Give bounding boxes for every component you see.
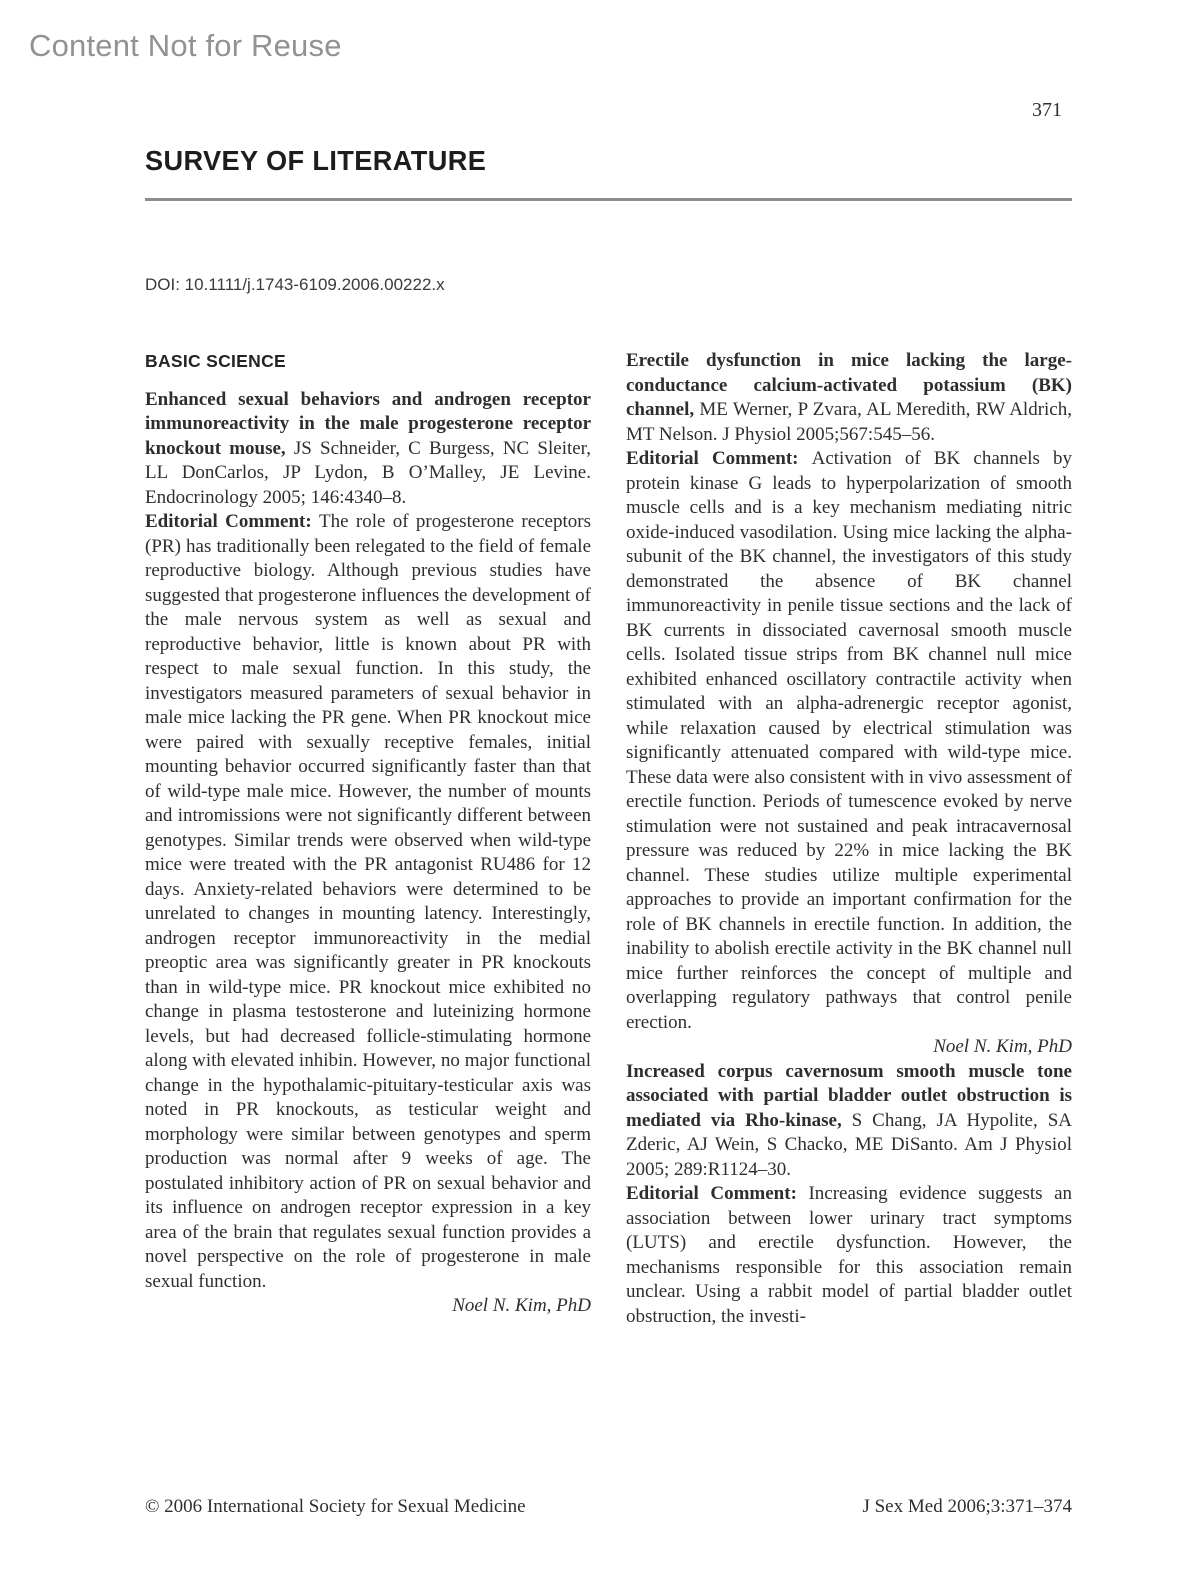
- article-citation: ME Werner, P Zvara, AL Meredith, RW Aldrich, MT Nelson. J Physiol 2005;567:545–56.: [626, 399, 1072, 445]
- editorial-comment-paragraph: [626, 1182, 1072, 1329]
- right-column: [626, 349, 1072, 1329]
- article-title-paragraph: [145, 388, 591, 511]
- editorial-comment-label: Editorial Comment:: [626, 1183, 809, 1204]
- doi-line: DOI: 10.1111/j.1743-6109.2006.00222.x: [145, 275, 445, 294]
- article-title: Erectile dysfunction in mice lacking the large-conductance calcium-activated potassium (BK) channel,: [626, 350, 1072, 420]
- editor-signature: Noel N. Kim, PhD: [452, 1295, 591, 1316]
- left-column: [145, 349, 591, 1319]
- footer-copyright: © 2006 International Society for Sexual Medicine: [145, 1496, 526, 1517]
- article-title: Enhanced sexual behaviors and androgen receptor immunoreactivity in the male progesterone receptor knockout mouse,: [145, 388, 591, 459]
- article-citation: JS Schneider, C Burgess, NC Sleiter, LL DonCarlos, JP Lydon, B O’Malley, JE Levine. Endocrinology 2005; 146:4340–8.: [145, 437, 592, 508]
- page-footer: [145, 1496, 1072, 1518]
- editorial-comment-text: The role of progesterone receptors (PR) has traditionally been relegated to the field of female reproductive biology. Although previous studies have suggested that progesterone influences the development of the male nervous system as well as sexual and reproductive behavior, little is known about PR with respect to male sexual function. In this study, the investigators measured parameters of sexual behavior in male mice lacking the PR gene. When PR knockout mice were paired with sexually receptive females, initial mounting behavior occurred significantly faster than that of wild-type male mice. However, the number of mounts and intromissions were not significantly different between genotypes. Similar trends were observed when wild-type mice were treated with the PR antagonist RU486 for 12 days. Anxiety-related behaviors were determined to be unrelated to changes in mounting latency. Interestingly, androgen receptor immunoreactivity in the medial preoptic area was significantly greater in PR knockouts than in wild-type mice. PR knockout mice exhibited no change in plasma testosterone and luteinizing hormone levels, but had decreased follicle-stimulating hormone along with elevated inhibin. However, no major functional change in the hypothalamic-pituitary-testicular axis was noted in PR knockouts, as testicular weight and morphology were similar between genotypes and sperm production was normal after 9 weeks of age. The postulated inhibitory action of PR on sexual behavior and its influence on androgen receptor expression in a key area of the brain that regulates sexual function provides a novel perspective on the role of progesterone in male sexual function.: [145, 511, 591, 1292]
- title-divider-rule: [145, 198, 1072, 201]
- article-title-paragraph: [626, 1060, 1072, 1183]
- article-title: Increased corpus cavernosum smooth muscle tone associated with partial bladder outlet obstruction is mediated via Rho-kinase,: [626, 1060, 1072, 1131]
- page-number: 371: [1032, 99, 1062, 121]
- editorial-comment-paragraph: [145, 510, 591, 1294]
- editorial-comment-label: Editorial Comment:: [145, 511, 320, 532]
- editorial-comment-paragraph: [626, 447, 1072, 1035]
- editorial-comment-text: Activation of BK channels by protein kinase G leads to hyperpolarization of smooth muscle cells and is a key mechanism mediating nitric oxide-induced vasodilation. Using mice lacking the alpha-subunit of the BK channel, the investigators of this study demonstrated the absence of BK channel immunoreactivity in penile tissue sections and the lack of BK currents in dissociated cavernosal smooth muscle cells. Isolated tissue strips from BK channel null mice exhibited enhanced oscillatory contractile activity when stimulated with an alpha-adrenergic receptor agonist, while relaxation caused by electrical stimulation was significantly attenuated compared with wild-type mice. These data were also consistent with in vivo assessment of erectile function. Periods of tumescence evoked by nerve stimulation were not sustained and peak intracavernosal pressure was reduced by 22% in mice lacking the BK channel. These studies utilize multiple experimental approaches to provide an important confirmation for the role of BK channels in erectile function. In addition, the inability to abolish erectile activity in the BK channel null mice further reinforces the concept of multiple and overlapping regulatory pathways that control penile erection.: [626, 448, 1072, 1033]
- two-column-text-block: [145, 349, 1072, 1329]
- editorial-comment-label: Editorial Comment:: [626, 448, 812, 469]
- category-heading-basic-science: BASIC SCIENCE: [145, 351, 287, 371]
- footer-journal-reference: J Sex Med 2006;3:371–374: [862, 1496, 1072, 1517]
- editor-signature: Noel N. Kim, PhD: [933, 1036, 1072, 1057]
- article-citation: S Chang, JA Hypolite, SA Zderic, AJ Wein, S Chacko, ME DiSanto. Am J Physiol 2005; 289:R1124–30.: [626, 1109, 1072, 1180]
- content-not-for-reuse-watermark: Content Not for Reuse: [29, 28, 342, 63]
- editorial-comment-text: Increasing evidence suggests an association between lower urinary tract symptoms (LUTS) and erectile dysfunction. However, the mechanisms responsible for this association remain unclear. Using a rabbit model of partial bladder outlet obstruction, the investi-: [626, 1183, 1072, 1327]
- section-title: SURVEY OF LITERATURE: [145, 145, 487, 176]
- article-title-paragraph: [626, 349, 1072, 447]
